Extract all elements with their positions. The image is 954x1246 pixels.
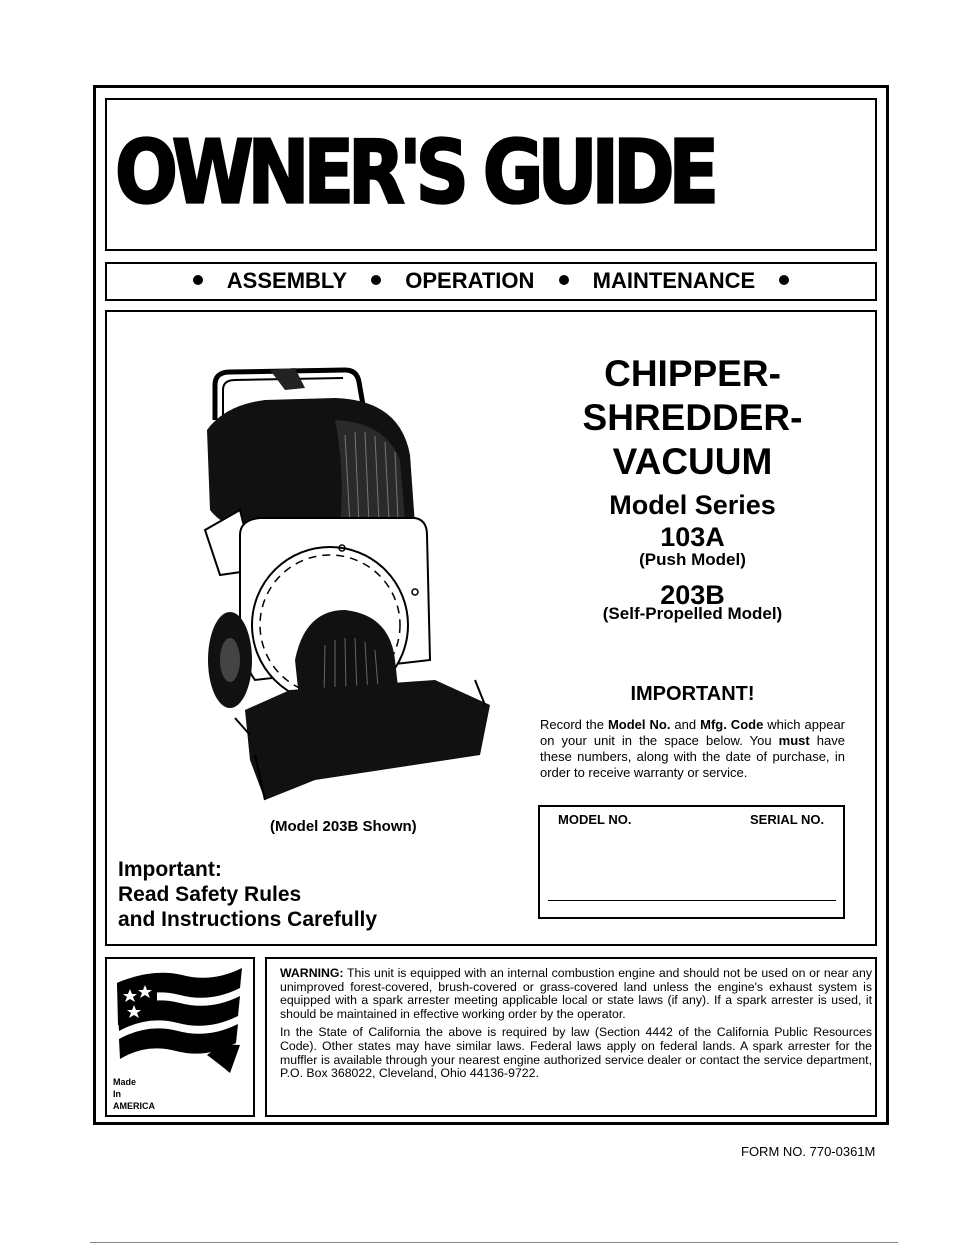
safety-note-line: Important:	[118, 858, 222, 881]
important-heading: IMPORTANT!	[630, 683, 755, 705]
warning-text	[280, 967, 872, 1086]
image-caption: (Model 203B Shown)	[270, 818, 417, 835]
made-in-label	[113, 1076, 155, 1112]
made-in-line: In	[113, 1089, 121, 1099]
record-write-line	[548, 900, 836, 901]
bottom-rule	[90, 1242, 898, 1243]
warning-label: WARNING:	[280, 966, 344, 980]
bullet-icon	[193, 275, 203, 285]
model-number-103a: 103A	[660, 522, 725, 552]
model-series-label: Model Series	[609, 490, 776, 520]
record-text-part: and	[670, 717, 701, 732]
record-text-bold: Mfg. Code	[700, 717, 764, 732]
record-text-part: have these numbers, along with the date of purchase, in order to receive warranty or service.	[540, 733, 845, 780]
made-in-line: AMERICA	[113, 1101, 155, 1111]
page-title: OWNER'S GUIDE	[115, 122, 714, 224]
safety-note-line: Read Safety Rules	[118, 883, 302, 906]
record-text-part: Record the	[540, 717, 608, 732]
subtitle-item: ASSEMBLY	[226, 268, 347, 293]
serial-no-label: SERIAL NO.	[750, 812, 825, 827]
warning-paragraph	[280, 967, 872, 1021]
form-number: FORM NO. 770-0361M	[741, 1144, 876, 1159]
model-203b-note: (Self-Propelled Model)	[602, 604, 783, 623]
model-no-label: MODEL NO.	[558, 812, 632, 827]
bullet-icon	[371, 275, 381, 285]
warning-paragraph: In the State of California the above is required by law (Section 4442 of the California Public Resources Code). Other states may have similar laws. Federal laws apply on federal lands. A spark arrester for the muffler is available through your nearest engine authorized service dealer or contact the service department, P.O. Box 368022, Cleveland, Ohio 44136-9722.	[280, 1025, 872, 1081]
product-title-line: SHREDDER-	[582, 397, 803, 438]
safety-note-line: and Instructions Carefully	[118, 908, 378, 931]
product-title	[560, 352, 825, 484]
record-text-bold: must	[778, 733, 810, 748]
record-instructions	[540, 717, 845, 781]
model-number-203b: 203B	[660, 580, 725, 610]
record-text-part: which appear on your unit in the space below. You	[540, 717, 845, 748]
subtitle-item: MAINTENANCE	[592, 268, 756, 293]
american-flag-icon	[112, 963, 247, 1073]
product-title-line: CHIPPER-	[604, 353, 781, 394]
product-title-line: VACUUM	[612, 441, 773, 482]
made-in-line: Made	[113, 1077, 137, 1087]
warning-paragraph-text: This unit is equipped with an internal combustion engine and should not be used on or near any unimproved forest-covered, brush-covered or grass-covered land unless the engine's exhaust system is equipped with a spark arrester meeting applicable local or state laws (if any). If a spark arrester is used, it should be maintained in effective working order by the operator.	[280, 966, 872, 1021]
subtitle-line	[105, 262, 877, 301]
record-text-bold: Model No.	[607, 717, 671, 732]
safety-note	[118, 857, 377, 932]
chipper-shredder-vacuum-illustration	[195, 360, 505, 810]
bullet-icon	[779, 275, 789, 285]
subtitle-item: OPERATION	[405, 268, 535, 293]
model-103a-note: (Push Model)	[639, 550, 746, 569]
bullet-icon	[559, 275, 569, 285]
